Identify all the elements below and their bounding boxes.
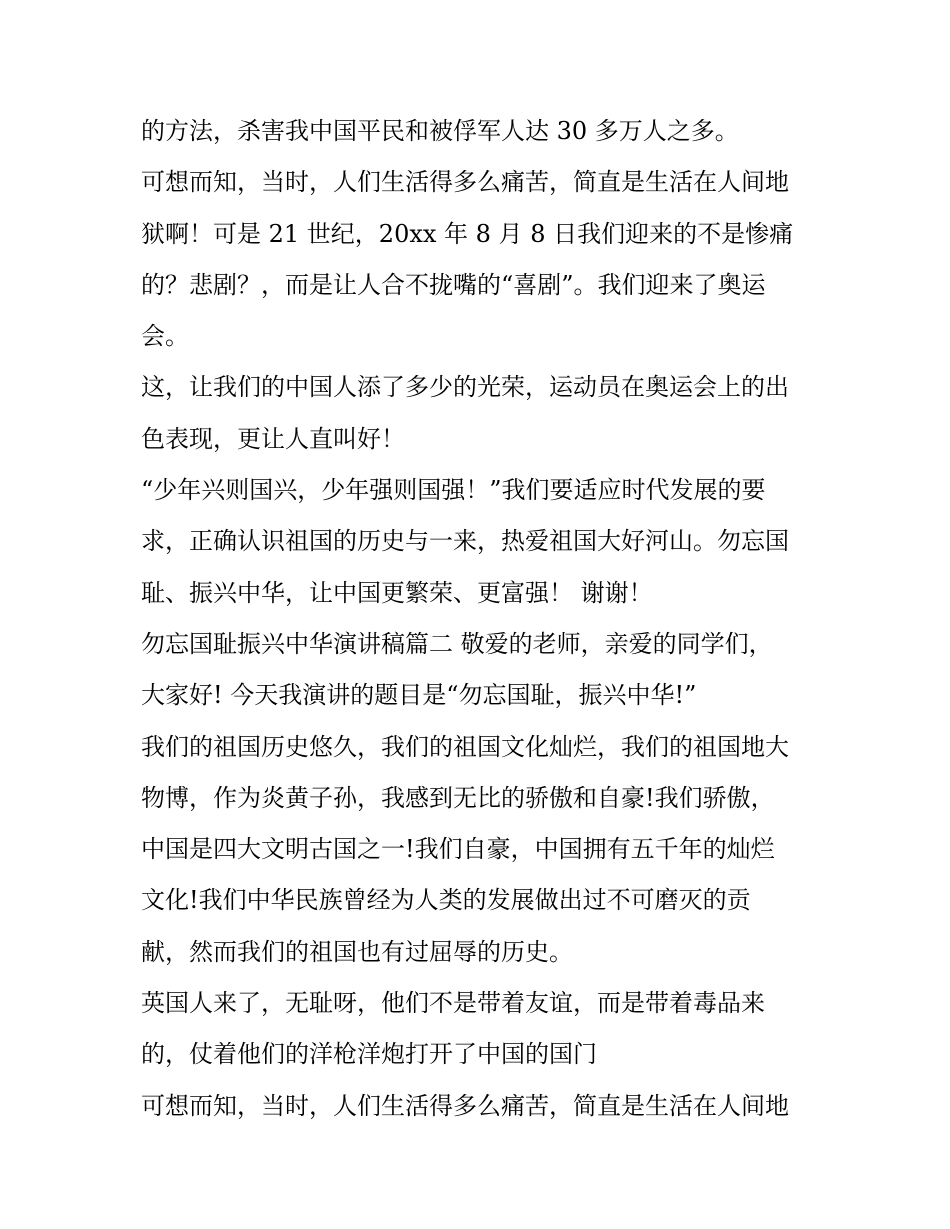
text-line: 献，然而我们的祖国也有过屈辱的历史。 [141,937,573,966]
text-line: 可想而知，当时，人们生活得多么痛苦，简直是生活在人间地 [141,168,789,197]
text-line: 这，让我们的中国人添了多少的光荣，运动员在奥运会上的出 [141,373,789,402]
text-line: 大家好! 今天我演讲的题目是“勿忘国耻，振兴中华!” [141,681,697,710]
text-line: 物博，作为炎黄子孙，我感到无比的骄傲和自豪!我们骄傲， [141,783,775,812]
text-line: 耻、振兴中华，让中国更繁荣、更富强！ 谢谢！ [141,578,653,607]
text-line: 会。 [141,322,189,351]
text-line: 狱啊！可是 21 世纪，20xx 年 8 月 8 日我们迎来的不是惨痛 [141,219,794,248]
text-line: 我们的祖国历史悠久，我们的祖国文化灿烂，我们的祖国地大 [141,732,789,761]
text-line: “少年兴则国兴，少年强则国强！”我们要适应时代发展的要 [141,476,766,505]
text-line: 可想而知，当时，人们生活得多么痛苦，简直是生活在人间地 [141,1091,789,1120]
text-line: 的，仗着他们的洋枪洋炮打开了中国的国门 [141,1040,597,1069]
text-line: 的？悲剧？，而是让人合不拢嘴的“喜剧”。我们迎来了奥运 [141,270,766,299]
text-line: 的方法，杀害我中国平民和被俘军人达 30 多万人之多。 [141,117,739,145]
text-line: 求，正确认识祖国的历史与一来，热爱祖国大好河山。勿忘国 [141,527,789,556]
text-line: 中国是四大文明古国之一!我们自豪，中国拥有五千年的灿烂 [141,835,775,864]
text-line: 色表现，更让人直叫好！ [141,424,405,453]
body-text [141,106,821,1132]
text-line: 英国人来了，无耻呀，他们不是带着友谊，而是带着毒品来 [141,989,765,1018]
text-line: 勿忘国耻振兴中华演讲稿篇二 敬爱的老师，亲爱的同学们， [141,629,773,658]
text-line: 文化!我们中华民族曾经为人类的发展做出过不可磨灭的贡 [141,886,751,915]
